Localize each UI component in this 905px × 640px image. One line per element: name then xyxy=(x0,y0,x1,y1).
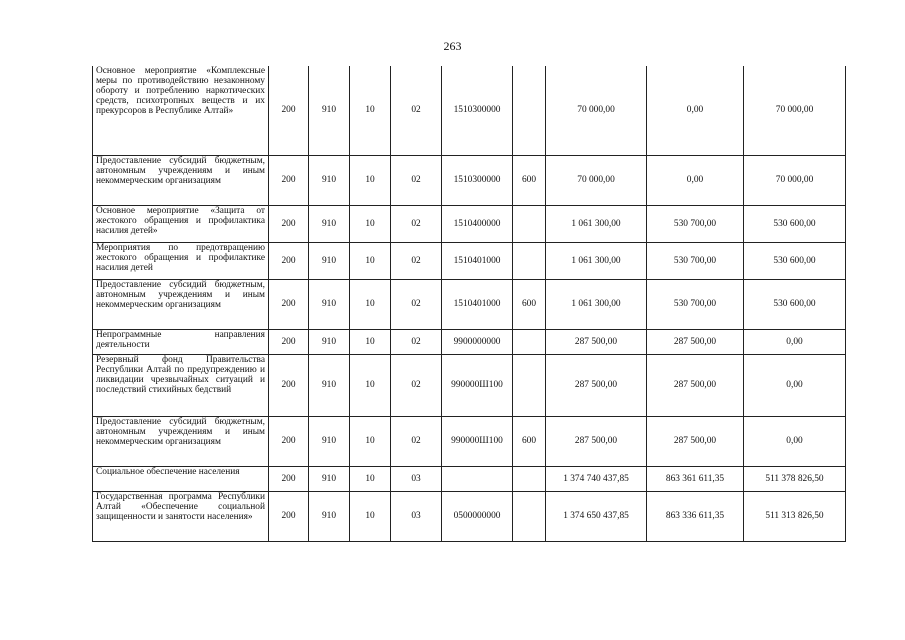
cell-amount-3: 530 600,00 xyxy=(744,279,846,329)
table-row xyxy=(93,279,846,329)
row-name: Основное мероприятие «Комплексные меры по противодействию незаконному обороту и потреблению наркотических средств, психотропных веществ и их прекурсоров в Республике Алтай» xyxy=(93,66,269,155)
row-name: Непрограммные направления деятельности xyxy=(93,329,269,354)
row-name: Предоставление субсидий бюджетным, автономным учреждениям и иным некоммерческим организациям xyxy=(93,155,269,205)
cell-amount-3: 530 600,00 xyxy=(744,205,846,242)
table-row xyxy=(93,329,846,354)
cell-amount-3: 511 313 826,50 xyxy=(744,491,846,541)
cell-section: 10 xyxy=(350,466,391,491)
cell-code: 200 xyxy=(269,279,309,329)
cell-amount-total: 1 061 300,00 xyxy=(546,279,647,329)
budget-table xyxy=(92,66,846,542)
cell-amount-2: 0,00 xyxy=(647,155,744,205)
row-name: Государственная программа Республики Алтай «Обеспечение социальной защищенности и занятости населения» xyxy=(93,491,269,541)
page-number: 263 xyxy=(443,39,462,53)
cell-section: 10 xyxy=(350,205,391,242)
cell-expense-type xyxy=(513,242,546,279)
row-name: Мероприятия по предотвращению жестокого обращения и профилактике насилия детей xyxy=(93,242,269,279)
cell-ministry: 910 xyxy=(309,416,350,466)
cell-expense-type xyxy=(513,354,546,416)
cell-target-article: 1510401000 xyxy=(442,242,513,279)
cell-section: 10 xyxy=(350,491,391,541)
table-row xyxy=(93,466,846,491)
cell-section: 10 xyxy=(350,155,391,205)
cell-amount-total: 1 374 740 437,85 xyxy=(546,466,647,491)
cell-amount-total: 287 500,00 xyxy=(546,354,647,416)
cell-amount-total: 70 000,00 xyxy=(546,66,647,155)
cell-amount-total: 287 500,00 xyxy=(546,416,647,466)
cell-subsection: 02 xyxy=(391,66,442,155)
cell-expense-type xyxy=(513,205,546,242)
cell-amount-3: 0,00 xyxy=(744,329,846,354)
cell-section: 10 xyxy=(350,416,391,466)
cell-target-article: 9900000000 xyxy=(442,329,513,354)
cell-section: 10 xyxy=(350,354,391,416)
cell-expense-type xyxy=(513,329,546,354)
cell-subsection: 03 xyxy=(391,466,442,491)
cell-amount-total: 1 374 650 437,85 xyxy=(546,491,647,541)
cell-subsection: 02 xyxy=(391,155,442,205)
cell-expense-type xyxy=(513,466,546,491)
cell-target-article: 0500000000 xyxy=(442,491,513,541)
cell-amount-2: 287 500,00 xyxy=(647,416,744,466)
cell-subsection: 02 xyxy=(391,279,442,329)
table-row xyxy=(93,66,846,155)
cell-subsection: 03 xyxy=(391,491,442,541)
cell-amount-3: 0,00 xyxy=(744,416,846,466)
cell-ministry: 910 xyxy=(309,242,350,279)
cell-code: 200 xyxy=(269,354,309,416)
cell-expense-type xyxy=(513,66,546,155)
row-name: Предоставление субсидий бюджетным, автономным учреждениям и иным некоммерческим организациям xyxy=(93,279,269,329)
cell-section: 10 xyxy=(350,279,391,329)
table-row xyxy=(93,242,846,279)
cell-expense-type: 600 xyxy=(513,416,546,466)
cell-section: 10 xyxy=(350,242,391,279)
cell-code: 200 xyxy=(269,155,309,205)
cell-subsection: 02 xyxy=(391,242,442,279)
cell-target-article: 990000Ш100 xyxy=(442,416,513,466)
cell-code: 200 xyxy=(269,329,309,354)
cell-amount-2: 287 500,00 xyxy=(647,329,744,354)
row-name: Резервный фонд Правительства Республики Алтай по предупреждению и ликвидации чрезвычайных ситуаций и последствий стихийных бедствий xyxy=(93,354,269,416)
cell-code: 200 xyxy=(269,242,309,279)
cell-ministry: 910 xyxy=(309,491,350,541)
cell-target-article: 1510400000 xyxy=(442,205,513,242)
cell-amount-total: 70 000,00 xyxy=(546,155,647,205)
cell-subsection: 02 xyxy=(391,329,442,354)
cell-code: 200 xyxy=(269,491,309,541)
table-row xyxy=(93,491,846,541)
table-row xyxy=(93,155,846,205)
cell-amount-2: 530 700,00 xyxy=(647,279,744,329)
table-row xyxy=(93,354,846,416)
cell-ministry: 910 xyxy=(309,354,350,416)
cell-target-article: 1510300000 xyxy=(442,66,513,155)
cell-amount-total: 1 061 300,00 xyxy=(546,205,647,242)
cell-ministry: 910 xyxy=(309,466,350,491)
cell-target-article: 1510300000 xyxy=(442,155,513,205)
cell-amount-3: 70 000,00 xyxy=(744,66,846,155)
cell-expense-type xyxy=(513,491,546,541)
cell-code: 200 xyxy=(269,416,309,466)
cell-code: 200 xyxy=(269,205,309,242)
cell-amount-3: 530 600,00 xyxy=(744,242,846,279)
cell-amount-2: 863 336 611,35 xyxy=(647,491,744,541)
cell-ministry: 910 xyxy=(309,279,350,329)
cell-ministry: 910 xyxy=(309,66,350,155)
cell-amount-3: 511 378 826,50 xyxy=(744,466,846,491)
cell-expense-type: 600 xyxy=(513,279,546,329)
cell-section: 10 xyxy=(350,329,391,354)
table-row xyxy=(93,205,846,242)
cell-target-article xyxy=(442,466,513,491)
cell-amount-2: 0,00 xyxy=(647,66,744,155)
cell-amount-2: 530 700,00 xyxy=(647,205,744,242)
cell-target-article: 1510401000 xyxy=(442,279,513,329)
cell-subsection: 02 xyxy=(391,354,442,416)
cell-amount-2: 287 500,00 xyxy=(647,354,744,416)
cell-ministry: 910 xyxy=(309,329,350,354)
cell-subsection: 02 xyxy=(391,416,442,466)
cell-expense-type: 600 xyxy=(513,155,546,205)
table-row xyxy=(93,416,846,466)
cell-amount-2: 863 361 611,35 xyxy=(647,466,744,491)
cell-code: 200 xyxy=(269,66,309,155)
row-name: Социальное обеспечение населения xyxy=(93,466,269,491)
row-name: Предоставление субсидий бюджетным, автономным учреждениям и иным некоммерческим организациям xyxy=(93,416,269,466)
cell-ministry: 910 xyxy=(309,155,350,205)
cell-section: 10 xyxy=(350,66,391,155)
cell-target-article: 990000Ш100 xyxy=(442,354,513,416)
cell-amount-2: 530 700,00 xyxy=(647,242,744,279)
cell-subsection: 02 xyxy=(391,205,442,242)
row-name: Основное мероприятие «Защита от жестокого обращения и профилактика насилия детей» xyxy=(93,205,269,242)
cell-amount-3: 0,00 xyxy=(744,354,846,416)
cell-amount-total: 287 500,00 xyxy=(546,329,647,354)
cell-amount-total: 1 061 300,00 xyxy=(546,242,647,279)
cell-amount-3: 70 000,00 xyxy=(744,155,846,205)
cell-code: 200 xyxy=(269,466,309,491)
cell-ministry: 910 xyxy=(309,205,350,242)
